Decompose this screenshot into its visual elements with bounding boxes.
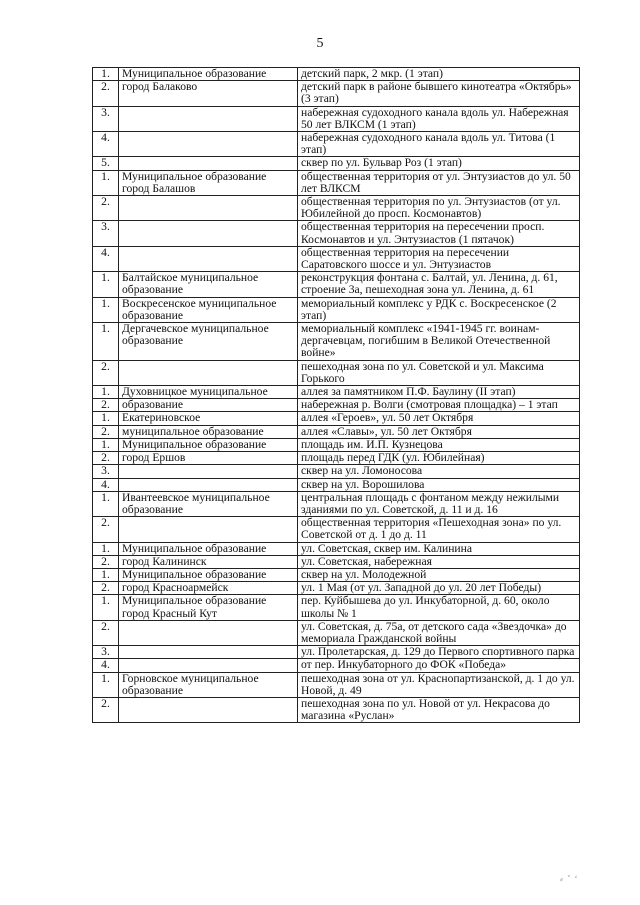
handwritten-mark: ⸗ ˚ ʻ [560,874,579,884]
table-row [93,272,580,297]
municipality-cell: Горновское муниципальное образование [119,672,298,697]
municipality-cell [119,196,298,221]
municipality-cell [119,360,298,385]
row-number: 2. [93,582,119,595]
object-cell: площадь им. И.П. Кузнецова [298,438,580,451]
municipality-cell: Ивантеевское муниципальное образование [119,491,298,516]
table-row [93,106,580,131]
object-cell: аллея за памятником П.Ф. Баулину (II этап) [298,386,580,399]
object-cell: набережная судоходного канала вдоль ул. Набережная 50 лет ВЛКСМ (1 этап) [298,106,580,131]
municipality-cell: Муниципальное образование город Красный Кут [119,595,298,620]
row-number: 2. [93,81,119,106]
object-cell: пешеходная зона по ул. Новой от ул. Некрасова до магазина «Руслан» [298,697,580,722]
table-row [93,620,580,645]
row-number: 4. [93,132,119,157]
object-cell: сквер по ул. Бульвар Роз (1 этап) [298,157,580,170]
object-cell: ул. 1 Мая (от ул. Западной до ул. 20 лет Победы) [298,582,580,595]
object-cell: сквер на ул. Ломоносова [298,465,580,478]
table-row [93,517,580,542]
municipality-cell [119,517,298,542]
table-row [93,555,580,568]
row-number: 3. [93,465,119,478]
object-cell: общественная территория «Пешеходная зона» по ул. Советской от д. 1 до д. 11 [298,517,580,542]
row-number: 1. [93,672,119,697]
table-row [93,399,580,412]
object-cell: аллея «Славы», ул. 50 лет Октября [298,425,580,438]
table-row [93,438,580,451]
table-row [93,246,580,271]
table-row [93,697,580,722]
object-cell: сквер на ул. Ворошилова [298,478,580,491]
object-cell: центральная площадь с фонтаном между нежилыми зданиями по ул. Советской, д. 11 и д. 16 [298,491,580,516]
row-number: 4. [93,478,119,491]
table-row [93,568,580,581]
table-row [93,582,580,595]
row-number: 2. [93,360,119,385]
object-cell: общественная территория по ул. Энтузиастов (от ул. Юбилейной до просп. Космонавтов) [298,196,580,221]
municipality-cell: город Ершов [119,452,298,465]
object-cell: общественная территория от ул. Энтузиастов до ул. 50 лет ВЛКСМ [298,170,580,195]
municipality-cell [119,106,298,131]
table-row [93,478,580,491]
row-number: 1. [93,491,119,516]
municipality-cell [119,478,298,491]
object-cell: пер. Куйбышева до ул. Инкубаторной, д. 60, около школы № 1 [298,595,580,620]
table-row [93,659,580,672]
table-row [93,68,580,81]
row-number: 4. [93,246,119,271]
row-number: 1. [93,568,119,581]
page-number: 5 [316,36,324,51]
municipality-cell: образование [119,399,298,412]
row-number: 2. [93,697,119,722]
object-cell: от пер. Инкубаторного до ФОК «Победа» [298,659,580,672]
municipality-cell: Муниципальное образование [119,542,298,555]
object-cell: ул. Советская, набережная [298,555,580,568]
municipality-cell: Воскресенское муниципальное образование [119,297,298,322]
object-cell: пешеходная зона от ул. Краснопартизанской, д. 1 до ул. Новой, д. 49 [298,672,580,697]
table-row [93,132,580,157]
municipality-cell [119,659,298,672]
object-cell: детский парк, 2 мкр. (1 этап) [298,68,580,81]
row-number: 2. [93,555,119,568]
table-row [93,491,580,516]
municipality-cell: Муниципальное образование [119,568,298,581]
object-cell: набережная судоходного канала вдоль ул. Титова (1 этап) [298,132,580,157]
row-number: 1. [93,68,119,81]
row-number: 1. [93,323,119,361]
object-cell: сквер на ул. Молодежной [298,568,580,581]
municipality-cell [119,221,298,246]
object-cell: реконструкция фонтана с. Балтай, ул. Ленина, д. 61, строение 3а, пешеходная зона ул. Ленина, д. 61 [298,272,580,297]
row-number: 3. [93,646,119,659]
municipality-cell: Муниципальное образование [119,68,298,81]
object-cell: аллея «Героев», ул. 50 лет Октября [298,412,580,425]
municipality-cell: Муниципальное образование город Балашов [119,170,298,195]
object-cell: пешеходная зона по ул. Советской и ул. Максима Горького [298,360,580,385]
object-cell: мемориальный комплекс у РДК с. Воскресенское (2 этап) [298,297,580,322]
table-row [93,465,580,478]
municipality-cell [119,157,298,170]
object-cell: детский парк в районе бывшего кинотеатра «Октябрь» (3 этап) [298,81,580,106]
municipality-cell [119,620,298,645]
table-row [93,542,580,555]
row-number: 1. [93,412,119,425]
object-cell: общественная территория на пересечении Саратовского шоссе и ул. Энтузиастов [298,246,580,271]
row-number: 2. [93,196,119,221]
table-row [93,386,580,399]
municipality-cell: Духовницкое муниципальное [119,386,298,399]
municipality-cell [119,697,298,722]
table-row [93,672,580,697]
table-row [93,196,580,221]
row-number: 2. [93,517,119,542]
table-row [93,297,580,322]
municipality-cell [119,246,298,271]
row-number: 5. [93,157,119,170]
object-cell: ул. Советская, сквер им. Калинина [298,542,580,555]
row-number: 1. [93,297,119,322]
table-row [93,360,580,385]
table-row [93,425,580,438]
row-number: 1. [93,438,119,451]
table-row [93,221,580,246]
row-number: 1. [93,595,119,620]
municipality-cell: город Красноармейск [119,582,298,595]
municipality-cell: Муниципальное образование [119,438,298,451]
row-number: 3. [93,221,119,246]
row-number: 2. [93,620,119,645]
municipality-cell: Балтайское муниципальное образование [119,272,298,297]
table-row [93,452,580,465]
object-cell: мемориальный комплекс «1941-1945 гг. воинам-дергачевцам, погибшим в Великой Отечественной войне» [298,323,580,361]
table-row [93,157,580,170]
row-number: 2. [93,425,119,438]
object-cell: общественная территория на пересечении просп. Космонавтов и ул. Энтузиастов (1 пятачок) [298,221,580,246]
improvement-objects-table [92,67,580,723]
table-row [93,595,580,620]
object-cell: площадь перед ГДК (ул. Юбилейная) [298,452,580,465]
row-number: 1. [93,386,119,399]
municipality-cell [119,465,298,478]
table-row [93,81,580,106]
table-row [93,412,580,425]
municipality-cell: Дергачевское муниципальное образование [119,323,298,361]
municipality-cell: Екатериновское [119,412,298,425]
row-number: 1. [93,170,119,195]
municipality-cell: город Калининск [119,555,298,568]
row-number: 3. [93,106,119,131]
row-number: 2. [93,452,119,465]
row-number: 1. [93,542,119,555]
municipality-cell [119,132,298,157]
object-cell: ул. Советская, д. 75а, от детского сада «Звездочка» до мемориала Гражданской войны [298,620,580,645]
object-cell: набережная р. Волги (смотровая площадка) – 1 этап [298,399,580,412]
row-number: 4. [93,659,119,672]
table-row [93,323,580,361]
municipality-cell: муниципальное образование [119,425,298,438]
object-cell: ул. Пролетарская, д. 129 до Первого спортивного парка [298,646,580,659]
table-row [93,170,580,195]
row-number: 2. [93,399,119,412]
municipality-cell [119,646,298,659]
table-row [93,646,580,659]
municipality-cell: город Балаково [119,81,298,106]
row-number: 1. [93,272,119,297]
